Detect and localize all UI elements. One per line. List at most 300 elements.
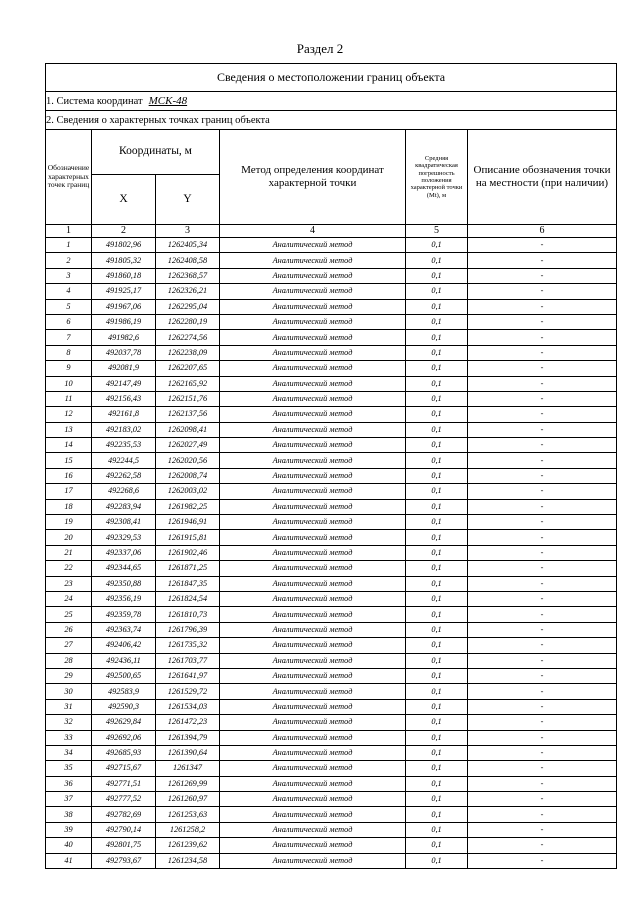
description-cell: - [468, 591, 617, 606]
table-row [46, 638, 617, 653]
point-number: 39 [46, 822, 92, 837]
method-cell: Аналитический метод [220, 591, 406, 606]
point-number: 12 [46, 407, 92, 422]
error-cell: 0,1 [406, 299, 468, 314]
point-number: 9 [46, 361, 92, 376]
coord-y: 1261871,25 [156, 561, 220, 576]
column-number: 3 [156, 225, 220, 238]
column-number: 1 [46, 225, 92, 238]
method-cell: Аналитический метод [220, 730, 406, 745]
table-row [46, 653, 617, 668]
point-number: 38 [46, 807, 92, 822]
coord-x: 492350,88 [92, 576, 156, 591]
method-cell: Аналитический метод [220, 253, 406, 268]
section-title: Раздел 2 [296, 41, 344, 56]
coord-y: 1261735,32 [156, 638, 220, 653]
method-cell: Аналитический метод [220, 438, 406, 453]
coord-system-label: 1. Система координат [46, 96, 143, 107]
description-cell: - [468, 238, 617, 253]
description-cell: - [468, 822, 617, 837]
table-row [46, 622, 617, 637]
method-cell: Аналитический метод [220, 330, 406, 345]
method-cell: Аналитический метод [220, 361, 406, 376]
error-cell: 0,1 [406, 638, 468, 653]
table-row [46, 607, 617, 622]
point-number: 24 [46, 591, 92, 606]
coord-y: 1262408,58 [156, 253, 220, 268]
description-cell: - [468, 253, 617, 268]
coord-y: 1261529,72 [156, 684, 220, 699]
method-cell: Аналитический метод [220, 561, 406, 576]
method-cell: Аналитический метод [220, 391, 406, 406]
table-row [46, 853, 617, 868]
coord-y: 1262274,56 [156, 330, 220, 345]
error-cell: 0,1 [406, 376, 468, 391]
method-cell: Аналитический метод [220, 668, 406, 683]
table-row [46, 330, 617, 345]
description-cell: - [468, 776, 617, 791]
table-row [46, 361, 617, 376]
method-cell: Аналитический метод [220, 268, 406, 283]
coord-x: 492590,3 [92, 699, 156, 714]
coord-x: 492359,78 [92, 607, 156, 622]
coord-x: 492771,51 [92, 776, 156, 791]
point-number: 27 [46, 638, 92, 653]
error-cell: 0,1 [406, 545, 468, 560]
coord-y: 1261796,39 [156, 622, 220, 637]
table-row [46, 684, 617, 699]
description-cell: - [468, 699, 617, 714]
coord-x: 492793,67 [92, 853, 156, 868]
error-cell: 0,1 [406, 422, 468, 437]
error-cell: 0,1 [406, 284, 468, 299]
method-cell: Аналитический метод [220, 699, 406, 714]
description-cell: - [468, 314, 617, 329]
coord-y: 1261239,62 [156, 838, 220, 853]
method-cell: Аналитический метод [220, 745, 406, 760]
error-cell: 0,1 [406, 314, 468, 329]
description-cell: - [468, 530, 617, 545]
table-row [46, 345, 617, 360]
point-number: 32 [46, 715, 92, 730]
method-cell: Аналитический метод [220, 622, 406, 637]
point-number: 7 [46, 330, 92, 345]
error-cell: 0,1 [406, 499, 468, 514]
error-cell: 0,1 [406, 668, 468, 683]
description-cell: - [468, 838, 617, 853]
description-cell: - [468, 576, 617, 591]
point-number: 4 [46, 284, 92, 299]
error-cell: 0,1 [406, 530, 468, 545]
method-cell: Аналитический метод [220, 853, 406, 868]
coord-x: 492685,93 [92, 745, 156, 760]
method-cell: Аналитический метод [220, 407, 406, 422]
table-row [46, 715, 617, 730]
table-row [46, 745, 617, 760]
coord-system-value: МСК-48 [148, 95, 188, 107]
point-number: 16 [46, 468, 92, 483]
coord-y: 1262405,34 [156, 238, 220, 253]
coord-y: 1261847,35 [156, 576, 220, 591]
table-row [46, 499, 617, 514]
coord-x: 491925,17 [92, 284, 156, 299]
table-row [46, 422, 617, 437]
coord-y: 1261946,91 [156, 515, 220, 530]
coord-y: 1261234,58 [156, 853, 220, 868]
coord-x: 492283,94 [92, 499, 156, 514]
coord-x: 492235,53 [92, 438, 156, 453]
coord-y: 1262238,09 [156, 345, 220, 360]
coord-x: 491860,18 [92, 268, 156, 283]
method-cell: Аналитический метод [220, 345, 406, 360]
description-cell: - [468, 745, 617, 760]
point-number: 14 [46, 438, 92, 453]
description-cell: - [468, 653, 617, 668]
table-row [46, 561, 617, 576]
description-cell: - [468, 284, 617, 299]
error-cell: 0,1 [406, 438, 468, 453]
coord-y: 1261390,64 [156, 745, 220, 760]
point-number: 21 [46, 545, 92, 560]
coord-y: 1262098,41 [156, 422, 220, 437]
error-cell: 0,1 [406, 653, 468, 668]
description-cell: - [468, 638, 617, 653]
coord-x: 492081,9 [92, 361, 156, 376]
error-cell: 0,1 [406, 330, 468, 345]
error-cell: 0,1 [406, 515, 468, 530]
error-cell: 0,1 [406, 745, 468, 760]
method-cell: Аналитический метод [220, 499, 406, 514]
point-number: 34 [46, 745, 92, 760]
table-row [46, 453, 617, 468]
error-cell: 0,1 [406, 761, 468, 776]
header-coordinates: Координаты, м [92, 130, 220, 175]
method-cell: Аналитический метод [220, 284, 406, 299]
point-number: 15 [46, 453, 92, 468]
coord-x: 492183,02 [92, 422, 156, 437]
table-row [46, 438, 617, 453]
table-row [46, 807, 617, 822]
description-cell: - [468, 407, 617, 422]
point-number: 17 [46, 484, 92, 499]
coord-y: 1261260,97 [156, 792, 220, 807]
coord-y: 1262207,65 [156, 361, 220, 376]
coord-x: 492777,52 [92, 792, 156, 807]
coord-x: 492790,14 [92, 822, 156, 837]
table-row [46, 761, 617, 776]
description-cell: - [468, 545, 617, 560]
method-cell: Аналитический метод [220, 576, 406, 591]
coord-x: 492329,53 [92, 530, 156, 545]
error-cell: 0,1 [406, 345, 468, 360]
table-row [46, 284, 617, 299]
description-cell: - [468, 515, 617, 530]
column-number: 6 [468, 225, 617, 238]
column-number: 5 [406, 225, 468, 238]
table-row [46, 407, 617, 422]
coord-y: 1261258,2 [156, 822, 220, 837]
method-cell: Аналитический метод [220, 792, 406, 807]
coord-x: 492436,11 [92, 653, 156, 668]
point-number: 30 [46, 684, 92, 699]
method-cell: Аналитический метод [220, 822, 406, 837]
error-cell: 0,1 [406, 468, 468, 483]
column-numbers-row [46, 225, 617, 238]
coord-y: 1262326,21 [156, 284, 220, 299]
error-cell: 0,1 [406, 715, 468, 730]
coord-y: 1261472,23 [156, 715, 220, 730]
coord-y: 1262003,02 [156, 484, 220, 499]
table-row [46, 268, 617, 283]
error-cell: 0,1 [406, 622, 468, 637]
header-designation: Обозначение характерных точек границ [46, 130, 92, 225]
method-cell: Аналитический метод [220, 761, 406, 776]
table-row [46, 468, 617, 483]
header-error: Средняя квадратическая погрешность положения характерной точки (Mt), м [406, 130, 468, 225]
error-cell: 0,1 [406, 822, 468, 837]
point-number: 29 [46, 668, 92, 683]
description-cell: - [468, 622, 617, 637]
coord-x: 492356,19 [92, 591, 156, 606]
error-cell: 0,1 [406, 238, 468, 253]
point-number: 10 [46, 376, 92, 391]
table-row [46, 314, 617, 329]
method-cell: Аналитический метод [220, 638, 406, 653]
method-cell: Аналитический метод [220, 715, 406, 730]
description-cell: - [468, 792, 617, 807]
point-number: 13 [46, 422, 92, 437]
point-number: 20 [46, 530, 92, 545]
description-cell: - [468, 730, 617, 745]
error-cell: 0,1 [406, 407, 468, 422]
coord-x: 491982,6 [92, 330, 156, 345]
point-number: 36 [46, 776, 92, 791]
coord-x: 492782,69 [92, 807, 156, 822]
description-cell: - [468, 422, 617, 437]
method-cell: Аналитический метод [220, 422, 406, 437]
description-cell: - [468, 807, 617, 822]
table-row [46, 391, 617, 406]
point-number: 1 [46, 238, 92, 253]
coord-y: 1262295,04 [156, 299, 220, 314]
description-cell: - [468, 468, 617, 483]
point-number: 40 [46, 838, 92, 853]
coord-system-row [46, 92, 617, 111]
method-cell: Аналитический метод [220, 376, 406, 391]
method-cell: Аналитический метод [220, 776, 406, 791]
table-row [46, 792, 617, 807]
method-cell: Аналитический метод [220, 238, 406, 253]
coord-y: 1262280,19 [156, 314, 220, 329]
header-y: Y [156, 175, 220, 225]
method-cell: Аналитический метод [220, 299, 406, 314]
header-description: Описание обозначения точки на местности (при наличии) [468, 130, 617, 225]
point-number: 3 [46, 268, 92, 283]
column-number: 2 [92, 225, 156, 238]
coord-x: 492801,75 [92, 838, 156, 853]
boundary-table [45, 63, 617, 869]
description-cell: - [468, 345, 617, 360]
coord-x: 492262,58 [92, 468, 156, 483]
table-row [46, 668, 617, 683]
coord-y: 1262137,56 [156, 407, 220, 422]
coord-x: 492715,67 [92, 761, 156, 776]
error-cell: 0,1 [406, 391, 468, 406]
method-cell: Аналитический метод [220, 807, 406, 822]
coord-x: 492308,41 [92, 515, 156, 530]
description-cell: - [468, 499, 617, 514]
coord-x: 491967,06 [92, 299, 156, 314]
coord-y: 1261982,25 [156, 499, 220, 514]
coord-y: 1262027,49 [156, 438, 220, 453]
table-row [46, 376, 617, 391]
error-cell: 0,1 [406, 730, 468, 745]
coord-x: 491986,19 [92, 314, 156, 329]
description-cell: - [468, 299, 617, 314]
error-cell: 0,1 [406, 684, 468, 699]
coord-x: 492147,49 [92, 376, 156, 391]
point-number: 11 [46, 391, 92, 406]
coord-x: 492268,6 [92, 484, 156, 499]
table-row [46, 238, 617, 253]
description-cell: - [468, 330, 617, 345]
coord-x: 492406,42 [92, 638, 156, 653]
point-number: 6 [46, 314, 92, 329]
description-cell: - [468, 668, 617, 683]
error-cell: 0,1 [406, 576, 468, 591]
error-cell: 0,1 [406, 453, 468, 468]
point-number: 37 [46, 792, 92, 807]
error-cell: 0,1 [406, 807, 468, 822]
coord-y: 1261810,73 [156, 607, 220, 622]
coord-y: 1261394,79 [156, 730, 220, 745]
coord-x: 492244,5 [92, 453, 156, 468]
table-row [46, 730, 617, 745]
method-cell: Аналитический метод [220, 515, 406, 530]
point-number: 35 [46, 761, 92, 776]
table-row [46, 699, 617, 714]
method-cell: Аналитический метод [220, 530, 406, 545]
coord-y: 1262008,74 [156, 468, 220, 483]
coord-y: 1262151,76 [156, 391, 220, 406]
table-row [46, 838, 617, 853]
table-row [46, 776, 617, 791]
point-number: 41 [46, 853, 92, 868]
description-cell: - [468, 376, 617, 391]
error-cell: 0,1 [406, 484, 468, 499]
error-cell: 0,1 [406, 561, 468, 576]
table-row [46, 484, 617, 499]
coord-x: 492583,9 [92, 684, 156, 699]
coord-y: 1262165,92 [156, 376, 220, 391]
point-number: 28 [46, 653, 92, 668]
error-cell: 0,1 [406, 776, 468, 791]
coord-x: 492344,65 [92, 561, 156, 576]
points-title: 2. Сведения о характерных точках границ объекта [46, 111, 617, 130]
error-cell: 0,1 [406, 853, 468, 868]
description-cell: - [468, 438, 617, 453]
coord-y: 1262020,56 [156, 453, 220, 468]
coord-x: 492156,43 [92, 391, 156, 406]
point-number: 2 [46, 253, 92, 268]
description-cell: - [468, 268, 617, 283]
table-row [46, 253, 617, 268]
point-number: 25 [46, 607, 92, 622]
description-cell: - [468, 391, 617, 406]
coord-x: 492337,06 [92, 545, 156, 560]
method-cell: Аналитический метод [220, 468, 406, 483]
error-cell: 0,1 [406, 699, 468, 714]
table-row [46, 545, 617, 560]
error-cell: 0,1 [406, 607, 468, 622]
description-cell: - [468, 484, 617, 499]
description-cell: - [468, 715, 617, 730]
coord-y: 1261347 [156, 761, 220, 776]
table-row [46, 576, 617, 591]
point-number: 26 [46, 622, 92, 637]
coord-x: 492692,06 [92, 730, 156, 745]
description-cell: - [468, 561, 617, 576]
coord-y: 1261641,97 [156, 668, 220, 683]
table-row [46, 591, 617, 606]
description-cell: - [468, 684, 617, 699]
error-cell: 0,1 [406, 268, 468, 283]
column-number: 4 [220, 225, 406, 238]
method-cell: Аналитический метод [220, 484, 406, 499]
error-cell: 0,1 [406, 361, 468, 376]
description-cell: - [468, 453, 617, 468]
error-cell: 0,1 [406, 838, 468, 853]
coord-y: 1261902,46 [156, 545, 220, 560]
method-cell: Аналитический метод [220, 314, 406, 329]
method-cell: Аналитический метод [220, 684, 406, 699]
description-cell: - [468, 607, 617, 622]
method-cell: Аналитический метод [220, 607, 406, 622]
coord-x: 492363,74 [92, 622, 156, 637]
coord-y: 1261915,81 [156, 530, 220, 545]
table-title: Сведения о местоположении границ объекта [46, 64, 617, 92]
coord-y: 1261703,77 [156, 653, 220, 668]
point-number: 23 [46, 576, 92, 591]
description-cell: - [468, 853, 617, 868]
coord-x: 492161,8 [92, 407, 156, 422]
point-number: 8 [46, 345, 92, 360]
coord-x: 492629,84 [92, 715, 156, 730]
coord-y: 1262368,57 [156, 268, 220, 283]
method-cell: Аналитический метод [220, 653, 406, 668]
point-number: 18 [46, 499, 92, 514]
coord-x: 492500,65 [92, 668, 156, 683]
point-number: 19 [46, 515, 92, 530]
method-cell: Аналитический метод [220, 838, 406, 853]
method-cell: Аналитический метод [220, 545, 406, 560]
table-row [46, 822, 617, 837]
coord-y: 1261253,63 [156, 807, 220, 822]
method-cell: Аналитический метод [220, 453, 406, 468]
point-number: 33 [46, 730, 92, 745]
point-number: 31 [46, 699, 92, 714]
error-cell: 0,1 [406, 792, 468, 807]
error-cell: 0,1 [406, 591, 468, 606]
point-number: 22 [46, 561, 92, 576]
coord-x: 492037,78 [92, 345, 156, 360]
coord-x: 491805,32 [92, 253, 156, 268]
point-number: 5 [46, 299, 92, 314]
coord-y: 1261824,54 [156, 591, 220, 606]
table-row [46, 299, 617, 314]
header-method: Метод определения координат характерной точки [220, 130, 406, 225]
coord-x: 491802,96 [92, 238, 156, 253]
